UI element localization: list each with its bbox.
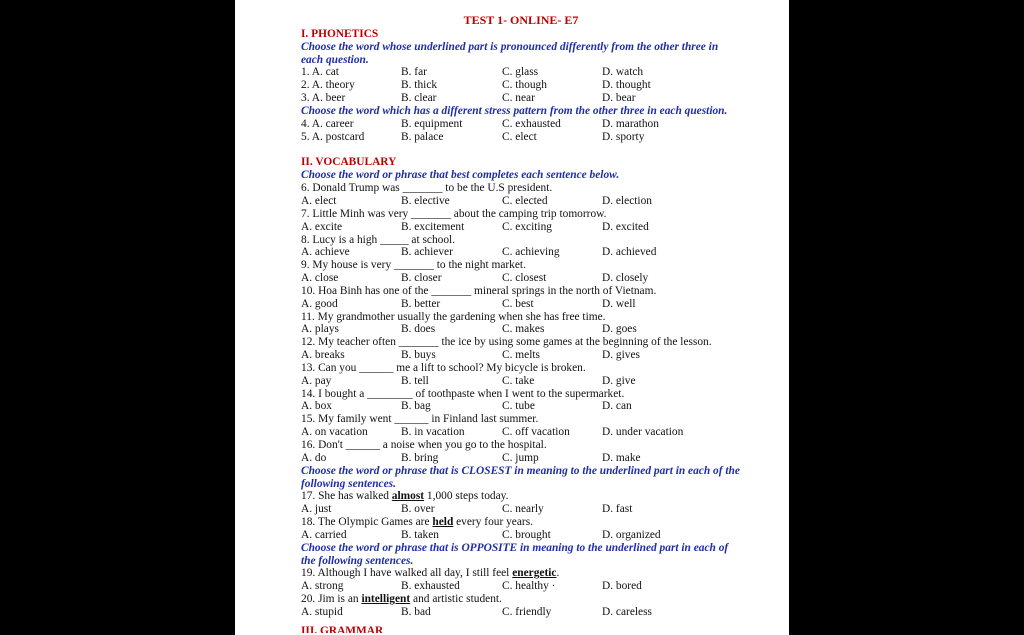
question-prefix: 18. The Olympic Games are [301,516,433,529]
option-d: D. organized [602,528,661,541]
question-text: 10. Hoa Binh has one of the _______ mineral springs in the north of Vietnam. [301,284,657,297]
answer-row [301,246,741,259]
option-b: B. excitement [401,220,465,233]
option-d: D. sporty [602,130,645,143]
answer-row [301,195,741,208]
option-a: A. breaks [301,349,345,362]
instruction-stress: Choose the word which has a different stress pattern from the other three in each question. [301,104,728,117]
option-c: C. achieving [502,246,560,259]
question-row [301,92,741,105]
question-text: 12. My teacher often _______ the ice by using some games at the beginning of the lesson. [301,336,712,349]
answer-row [301,298,741,311]
option-a: A. carried [301,528,347,541]
underlined-word: intelligent [361,593,411,606]
option-c: C. friendly [502,605,552,618]
question-suffix: every four years. [453,516,533,529]
option-b: B. elective [401,194,450,207]
option-b: B. clear [401,92,437,105]
option-b: B. achiever [401,246,453,259]
option-c: C. closest [502,272,547,285]
option-c: C. glass [502,66,539,79]
answer-row [301,349,741,362]
option-c: C. elect [502,130,537,143]
question-text: 6. Donald Trump was _______ to be the U.S president. [301,182,553,195]
answer-row [301,375,741,388]
document-page [235,0,789,635]
question-text [301,567,741,580]
answer-row [301,580,741,593]
question-suffix: 1,000 steps today. [424,490,509,503]
question-text [301,593,741,606]
option-a: A. do [301,451,327,464]
option-d: D. gives [602,349,640,362]
option-a: A. good [301,297,338,310]
question-text: 14. I bought a ________ of toothpaste when I went to the supermarket. [301,387,625,400]
option-b: B. buys [401,349,436,362]
option-a: A. pay [301,374,332,387]
document-content [301,14,741,633]
question-prefix: 20. Jim is an [301,593,362,606]
answer-row [301,606,741,619]
option-c: C. makes [502,323,545,336]
option-a: 5. A. postcard [301,130,365,143]
option-c: C. exhausted [502,117,561,130]
option-d: D. under vacation [602,426,684,439]
question-prefix: 19. Although I have walked all day, I still feel [301,567,513,580]
option-b: B. in vacation [401,426,465,439]
option-b: B. exhausted [401,580,460,593]
answer-row [301,221,741,234]
question-text [301,490,741,503]
option-d: D. bored [602,580,642,593]
answer-row [301,426,741,439]
question-text: 13. Can you ______ me a lift to school? My bicycle is broken. [301,361,586,374]
option-b: B. palace [401,130,444,143]
option-d: D. excited [602,220,649,233]
option-b: B. bring [401,451,439,464]
option-d: D. thought [602,79,651,92]
option-d: D. goes [602,323,637,336]
question-suffix: and artistic student. [410,593,502,606]
option-a: A. stupid [301,605,343,618]
option-d: D. watch [602,66,644,79]
underlined-word: energetic [512,567,557,580]
option-c: C. though [502,79,547,92]
answer-row [301,529,741,542]
option-d: D. fast [602,503,633,516]
option-d: D. well [602,297,636,310]
option-c: C. jump [502,451,539,464]
option-c: C. near [502,92,535,105]
option-d: D. careless [602,605,652,618]
option-a: A. excite [301,220,343,233]
option-a: A. just [301,503,332,516]
option-a: A. elect [301,194,337,207]
instruction-opposite: Choose the word or phrase that is OPPOSITE in meaning to the underlined part in each of the following sentences. [301,541,729,567]
page-title: TEST 1- ONLINE- E7 [463,13,579,27]
question-text: 11. My grandmother usually the gardening when she has free time. [301,310,606,323]
option-b: B. does [401,323,436,336]
option-a: A. on vacation [301,426,368,439]
question-row [301,118,741,131]
option-d: D. marathon [602,117,659,130]
option-a: A. plays [301,323,339,336]
instruction-pronunciation: Choose the word whose underlined part is pronounced differently from the other three in each question. [301,40,719,66]
section-spacer [301,143,741,156]
option-d: D. make [602,451,641,464]
question-text: 9. My house is very _______ to the night market. [301,259,526,272]
option-a: 1. A. cat [301,66,339,79]
option-a: 3. A. beer [301,92,346,105]
option-c: C. best [502,297,534,310]
option-b: B. tell [401,374,429,387]
option-b: B. bag [401,400,431,413]
instruction-closest: Choose the word or phrase that is CLOSEST in meaning to the underlined part in each of the following sentences. [301,464,740,490]
option-c: C. melts [502,349,540,362]
question-text: 16. Don't ______ a noise when you go to the hospital. [301,439,547,451]
option-a: A. strong [301,580,344,593]
option-b: B. bad [401,605,431,618]
option-c: C. healthy · [502,580,556,593]
option-d: D. give [602,374,636,387]
option-c: C. elected [502,194,548,207]
option-d: D. achieved [602,246,657,259]
section-heading-vocabulary: II. VOCABULARY [301,156,397,169]
question-text [301,516,741,529]
option-a: A. close [301,272,339,285]
option-b: B. equipment [401,117,463,130]
option-a: A. achieve [301,246,350,259]
answer-row [301,400,741,413]
option-c: C. take [502,374,535,387]
answer-row [301,452,741,465]
option-a: A. box [301,400,333,413]
option-a: 4. A. career [301,117,354,130]
question-text: 8. Lucy is a high _____ at school. [301,233,456,246]
option-b: B. closer [401,272,442,285]
question-row [301,131,741,144]
option-c: C. off vacation [502,426,570,439]
option-d: D. closely [602,272,649,285]
question-text: 15. My family went ______ in Finland last summer. [301,413,539,426]
answer-row [301,323,741,336]
question-row [301,79,741,92]
option-b: B. over [401,503,435,516]
instruction-complete: Choose the word or phrase that best completes each sentence below. [301,169,620,182]
section-heading-grammar: III. GRAMMAR [301,624,384,633]
question-suffix: . [556,567,560,580]
answer-row [301,503,741,516]
section-heading-phonetics: I. PHONETICS [301,27,379,40]
answer-row [301,272,741,285]
question-prefix: 17. She has walked [301,490,392,503]
question-row [301,66,741,79]
option-c: C. tube [502,400,535,413]
option-b: B. thick [401,79,438,92]
option-c: C. exciting [502,220,552,233]
option-c: C. nearly [502,503,544,516]
option-a: 2. A. theory [301,79,355,92]
option-d: D. can [602,400,632,413]
option-b: B. taken [401,528,439,541]
option-b: B. far [401,66,427,79]
underlined-word: almost [391,490,425,503]
option-d: D. bear [602,92,636,105]
question-text: 7. Little Minh was very _______ about the camping trip tomorrow. [301,207,607,220]
underlined-word: held [432,516,454,529]
option-d: D. election [602,194,652,207]
option-b: B. better [401,297,441,310]
option-c: C. brought [502,528,551,541]
